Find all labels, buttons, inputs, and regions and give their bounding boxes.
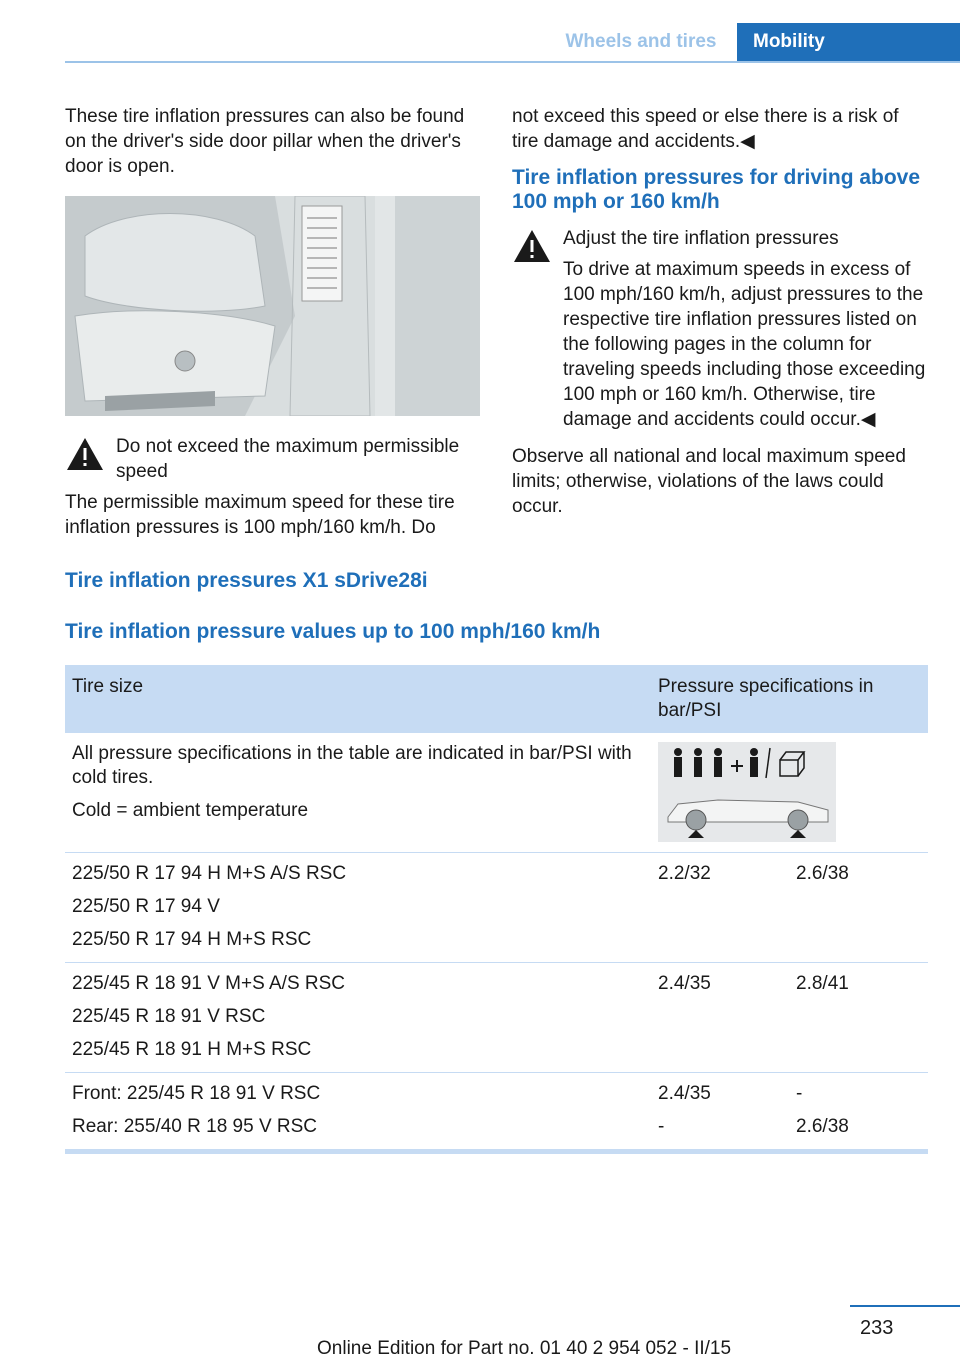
door-pillar-photo (65, 196, 480, 416)
table-row (65, 1073, 928, 1152)
tire-size: 225/50 R 17 94 V (72, 896, 220, 917)
pressure-normal: - (658, 1116, 665, 1137)
pressure-loaded: - (796, 1083, 803, 1104)
heading-above-100mph: Tire inflation pressures for driving above 100 mph or 160 km/h (512, 166, 921, 213)
left-column (65, 104, 483, 546)
table-header-row (65, 665, 928, 733)
warning-body: To drive at maximum speeds in excess of 100 mph/160 km/h, adjust pressures to the respective tire inflation pressures listed on the following pages in the column for traveling speeds including those exceeding 100 mph or 160 km/h. Otherwise, tire damage and accidents could occur.◀ (563, 259, 926, 430)
note-cold-ambient: Cold = ambient temperature (72, 800, 309, 821)
tire-size: 225/50 R 17 94 H M+S RSC (72, 929, 312, 950)
warning-triangle-icon (65, 436, 105, 472)
tire-size: 225/45 R 18 91 V M+S A/S RSC (72, 973, 346, 994)
header-tab-mobility: Mobility (737, 23, 960, 63)
section-heading: Tire inflation pressures X1 sDrive28i (65, 569, 428, 592)
pressure-normal: 2.4/35 (658, 1083, 711, 1104)
page-number-rule (850, 1305, 960, 1307)
page-number: 233 (860, 1317, 894, 1339)
pressure-loaded: 2.6/38 (796, 863, 849, 884)
right-column (512, 104, 930, 531)
warning-title: Adjust the tire inflation pressures (563, 228, 839, 249)
warning-body: The permissible maximum speed for these tire inflation pressures is 100 mph/160 km/h. Do (65, 492, 455, 538)
header-pressure-spec: Pressure specifications in bar/PSI (651, 665, 928, 733)
edition-footer: Online Edition for Part no. 01 40 2 954 052 - II/15 (317, 1338, 732, 1359)
load-condition-icon (658, 742, 836, 842)
table-note-row (65, 733, 928, 853)
pressure-table (65, 665, 928, 1154)
intro-paragraph: These tire inflation pressures can also be found on the driver's side door pillar when the driver's door is open. (65, 106, 465, 177)
tire-size: Front: 225/45 R 18 91 V RSC (72, 1083, 321, 1104)
header-tire-size: Tire size (65, 665, 651, 733)
warning-adjust-pressures (512, 226, 930, 432)
tire-size: 225/50 R 17 94 H M+S A/S RSC (72, 863, 347, 884)
header-rule (65, 61, 960, 63)
tire-size: 225/45 R 18 91 H M+S RSC (72, 1039, 312, 1060)
observe-paragraph: Observe all national and local maximum speed limits; otherwise, violations of the laws could occur. (512, 446, 906, 517)
subsection-heading: Tire inflation pressure values up to 100 mph/160 km/h (65, 620, 601, 643)
pressure-normal: 2.2/32 (658, 863, 711, 884)
warning-triangle-icon (512, 228, 552, 264)
header-tab-section: Wheels and tires (565, 31, 717, 52)
tire-size: 225/45 R 18 91 V RSC (72, 1006, 266, 1027)
pressure-normal: 2.4/35 (658, 973, 711, 994)
pressure-loaded: 2.8/41 (796, 973, 849, 994)
note-cold-tires: All pressure specifications in the table are indicated in bar/PSI with cold tires. (72, 743, 632, 788)
tire-size: Rear: 255/40 R 18 95 V RSC (72, 1116, 318, 1137)
table-row (65, 853, 928, 963)
continuation-paragraph: not exceed this speed or else there is a risk of tire damage and accidents.◀ (512, 106, 899, 152)
warning-max-speed (65, 434, 483, 540)
pressure-loaded: 2.6/38 (796, 1116, 849, 1137)
table-row (65, 963, 928, 1073)
warning-title: Do not exceed the maximum permissible speed (116, 436, 460, 482)
